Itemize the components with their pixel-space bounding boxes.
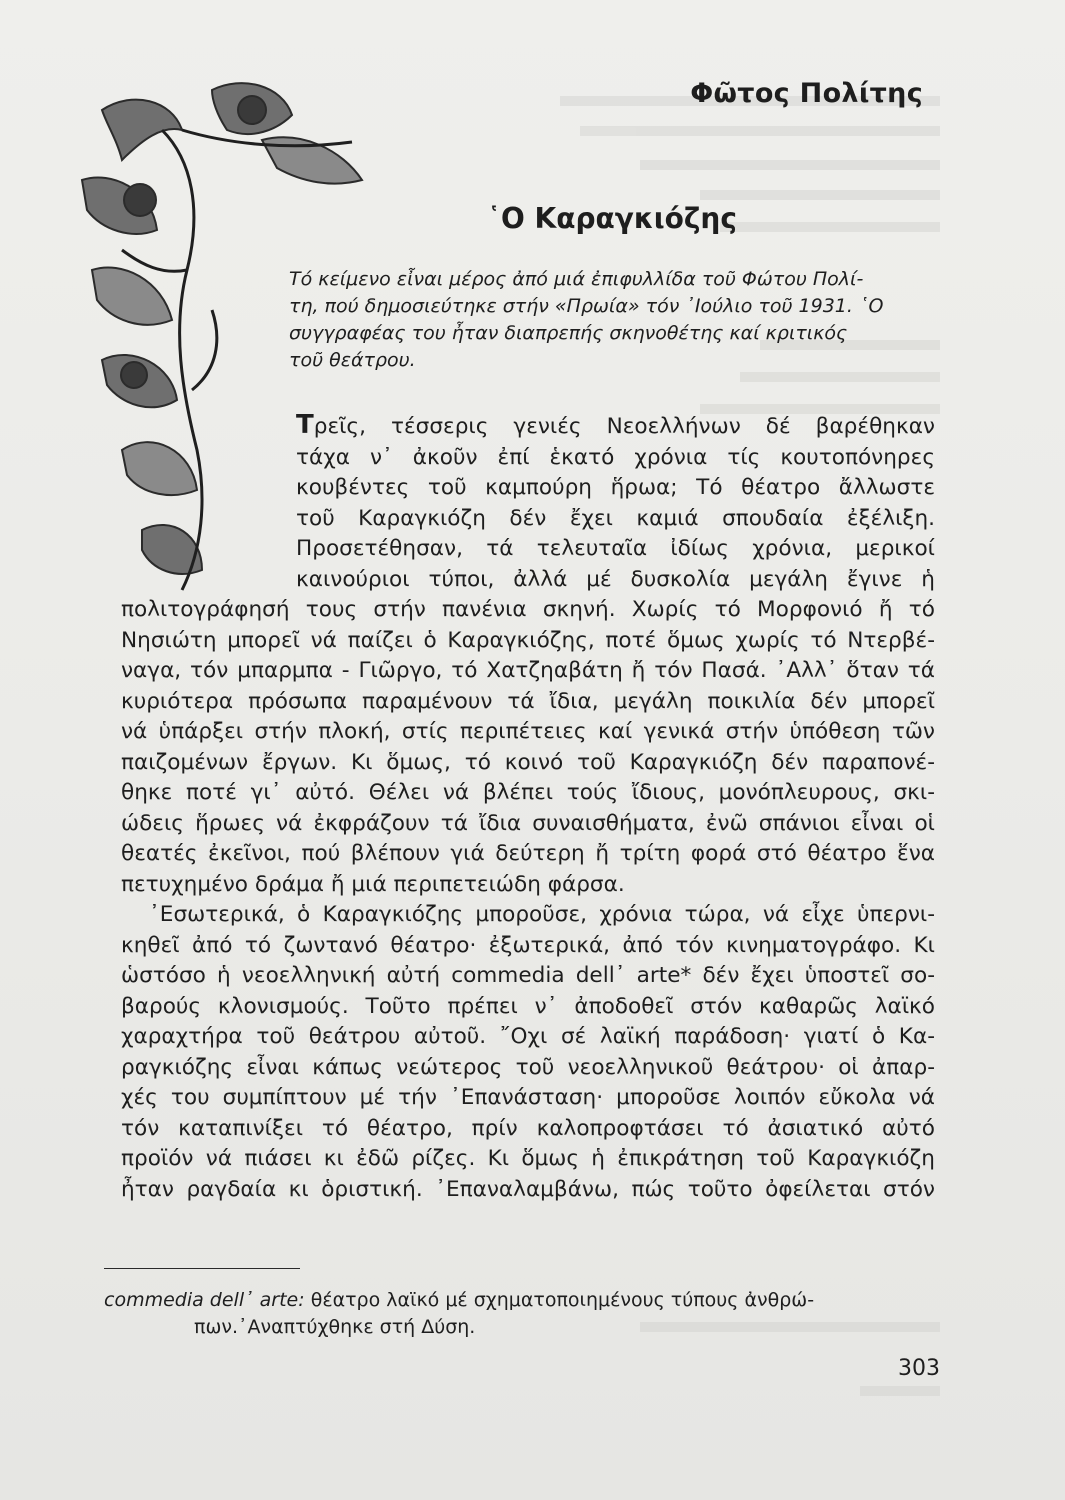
body-line: βαρούς κλονισμούς. Τοῦτο πρέπει ν᾽ ἀποδοθεῖ στόν καθαρῶς λαϊκό xyxy=(121,993,935,1019)
body-line: ᾽Εσωτερικά, ὁ Καραγκιόζης μποροῦσε, χρόνια τώρα, νά εἶχε ὑπερνι- xyxy=(149,902,935,927)
body-line: ὡστόσο ἡ νεοελληνική αὐτή commedia dell᾽ arte* δέν ἔχει ὑποστεῖ σο- xyxy=(121,963,935,988)
footnote-line xyxy=(104,1287,942,1314)
body-line: πολιτογράφησή τους στήν πανένια σκηνή. Χωρίς τό Μορφονιό ἤ τό xyxy=(121,597,935,622)
body-line: χαραχτήρα τοῦ θεάτρου αὐτοῦ. ῎Οχι σέ λαϊκή παράδοση· γιατί ὁ Κα- xyxy=(121,1024,935,1049)
intro-line: Τό κείμενο εἶναι μέρος ἀπό μιά ἐπιφυλλίδα τοῦ Φώτου Πολί- xyxy=(289,268,864,290)
body-line: Προσετέθησαν, τά τελευταῖα ἰδίως χρόνια, μερικοί xyxy=(296,536,935,561)
page-title: ῾Ο Καραγκιόζης xyxy=(487,202,737,235)
body-line: κυριότερα πρόσωπα παραμένουν τά ἴδια, μεγάλη ποικιλία δέν μπορεῖ xyxy=(121,688,935,714)
body-line: κουβέντες τοῦ καμπούρη ἥρωα; Τό θέατρο ἄλλωστε xyxy=(296,475,935,500)
intro-line: τη, πού δημοσιεύτηκε στήν «Πρωία» τόν ᾽Ιούλιο τοῦ 1931. ῾Ο xyxy=(289,295,884,317)
author-name: Φῶτος Πολίτης xyxy=(690,78,923,109)
body-line: ἦταν ραγδαία κι ὁριστική. ᾽Επαναλαμβάνω, πώς τοῦτο ὀφείλεται στόν xyxy=(121,1176,935,1202)
body-line-text: ρεῖς, τέσσερις γενιές Νεοελλήνων δέ βαρέθηκαν xyxy=(313,414,935,439)
page-number: 303 xyxy=(898,1356,940,1381)
intro-line: συγγραφέας του ἦταν διαπρεπής σκηνοθέτης καί κριτικός xyxy=(289,322,848,344)
body-line: θεατές ἐκεῖνοι, πού βλέπουν γιά δεύτερη ἤ τρίτη φορά στό θέατρο ἕνα xyxy=(121,841,935,866)
footnote-term: commedia dell᾽ arte: xyxy=(104,1289,305,1311)
article-body xyxy=(121,410,935,1205)
body-line: καινούριοι τύποι, ἀλλά μέ δυσκολία μεγάλη ἔγινε ἡ xyxy=(296,566,935,592)
footnote-line: πων.᾽Αναπτύχθηκε στή Δύση. xyxy=(194,1316,476,1338)
body-line: Νησιώτη μπορεῖ νά παίζει ὁ Καραγκιόζης, ποτέ ὅμως χωρίς τό Ντερβέ- xyxy=(121,627,935,653)
body-line: ναγα, τόν μπαρμπα - Γιῶργο, τό Χατζηαβάτη ἤ τόν Πασά. ᾽Αλλ᾽ ὅταν τά xyxy=(121,658,935,683)
body-line: προϊόν νά πιάσει κι ἐδῶ ρίζες. Κι ὅμως ἡ ἐπικράτηση τοῦ Καραγκιόζη xyxy=(121,1146,935,1171)
body-line: τάχα ν᾽ ἀκοῦν ἐπί ἑκατό χρόνια τίς κουτοπόνηρες xyxy=(296,444,935,470)
body-line: τοῦ Καραγκιόζη δέν ἔχει καμιά σπουδαία ἐξέλιξη. xyxy=(296,505,935,531)
body-line xyxy=(121,410,935,443)
body-line: ώδεις ἥρωες νά ἐκφράζουν τά ἴδια συναισθήματα, ἐνῶ σπάνιοι εἶναι οἱ xyxy=(121,810,935,836)
body-line: θηκε ποτέ γι᾽ αὐτό. Θέλει νά βλέπει τούς ἴδιους, μονόπλευρους, σκι- xyxy=(121,780,935,805)
body-line: ραγκιόζης εἶναι κάπως νεώτερος τοῦ νεοελληνικοῦ θεάτρου· οἱ ἀπαρ- xyxy=(121,1054,935,1080)
body-line: τόν καταπινίξει τό θέατρο, πρίν καλοπροφτάσει τό ἀσιατικό αὐτό xyxy=(121,1115,935,1141)
body-line: πετυχημένο δράμα ἤ μιά περιπετειώδη φάρσα. xyxy=(121,871,625,897)
drop-cap: Τ xyxy=(296,410,314,440)
footnote xyxy=(104,1287,942,1341)
body-line: χές του συμπίπτουν μέ τήν ᾽Επανάσταση· μποροῦσε λοιπόν εὔκολα νά xyxy=(121,1085,935,1110)
body-line: κηθεῖ ἀπό τό ζωντανό θέατρο· ἐξωτερικά, ἀπό τόν κινηματογράφο. Κι xyxy=(121,932,935,958)
body-line: παιζομένων ἔργων. Κι ὅμως, τό κοινό τοῦ Καραγκιόζη δέν παραπονέ- xyxy=(121,749,935,775)
intro-line: τοῦ θεάτρου. xyxy=(289,349,416,371)
intro-note xyxy=(289,266,925,374)
body-line: νά ὑπάρξει στήν πλοκή, στίς περιπέτειες καί γενικά στήν ὑπόθεση τῶν xyxy=(121,719,935,744)
footnote-divider xyxy=(104,1268,300,1269)
footnote-text: θέατρο λαϊκό μέ σχηματοποιημένους τύπους ἀνθρώ- xyxy=(310,1289,815,1311)
